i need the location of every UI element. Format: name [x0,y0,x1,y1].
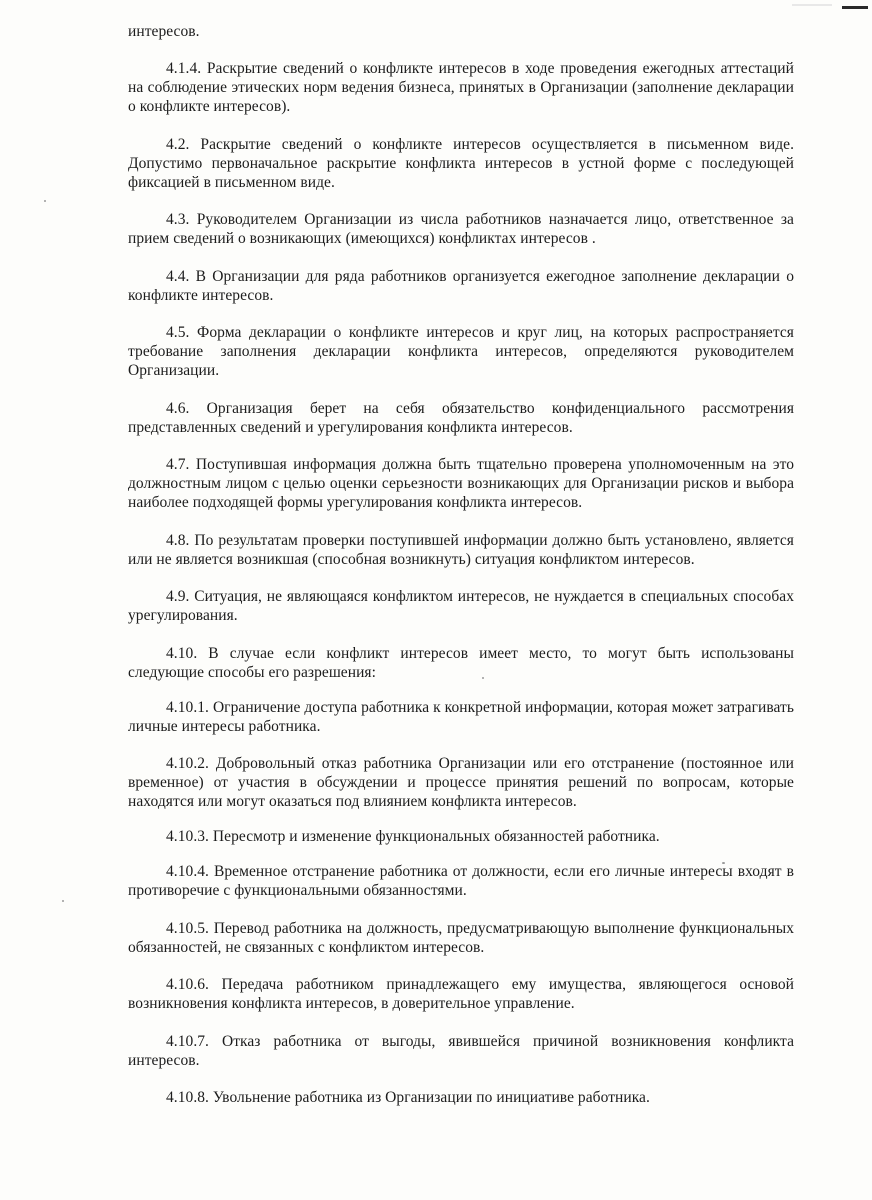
scan-speck [44,200,46,202]
paragraph-4-8: 4.8. По результатам проверки поступившей информации должно быть установлено, является или не является возникшая (способная возникнуть) ситуация конфликтом интересов. [128,531,794,568]
paragraph-4-10-1: 4.10.1. Ограничение доступа работника к конкретной информации, которая может затрагивать личные интересы работника. [128,698,794,735]
paragraph-4-2: 4.2. Раскрытие сведений о конфликте интересов осуществляется в письменном виде. Допустимо первоначальное раскрытие конфликта интересов в устной форме с последующей фиксацией в письменном виде. [128,135,794,191]
paragraph-4-10-5: 4.10.5. Перевод работника на должность, предусматривающую выполнение функциональных обязанностей, не связанных с конфликтом интересов. [128,919,794,956]
paragraph-4-10-6: 4.10.6. Передача работником принадлежащего ему имущества, являющегося основой возникновения конфликта интересов, в доверительное управление. [128,976,794,1012]
paragraph-4-9: 4.9. Ситуация, не являющаяся конфликтом интересов, не нуждается в специальных способах урегулирования. [128,588,794,624]
scan-speck [62,900,64,902]
scan-edge-shadow [792,4,832,6]
paragraph-4-10-2: 4.10.2. Добровольный отказ работника Организации или его отстранение (постоянное или временное) от участия в обсуждении и процессе принятия решений по вопросам, которые находятся или могут оказаться под влиянием конфликта интересов. [128,755,794,810]
paragraph-4-7: 4.7. Поступившая информация должна быть тщательно проверена уполномоченным на это должностным лицом с целью оценки серьезности возникающих для Организации рисков и выбора наиболее подходящей формы урегулирования конфликта интересов. [128,456,794,511]
paragraph-4-10-3: 4.10.3. Пересмотр и изменение функциональных обязанностей работника. [166,828,660,845]
paragraph-4-10: 4.10. В случае если конфликт интересов имеет место, то могут быть использованы следующие способы его разрешения: [128,644,794,681]
paragraph-4-6: 4.6. Организация берет на себя обязательство конфиденциального рассмотрения представленных сведений и урегулирования конфликта интересов. [128,399,794,436]
paragraph-4-10-4: 4.10.4. Временное отстранение работника от должности, если его личные интересы входят в противоречие с функциональными обязанностями. [128,863,794,899]
document-body [128,22,794,1126]
paragraph-4-1-4: 4.1.4. Раскрытие сведений о конфликте интересов в ходе проведения ежегодных аттестаций на соблюдение этических норм ведения бизнеса, принятых в Организации (заполнение декларации о конфликте интересов). [128,60,794,115]
paragraph-4-4: 4.4. В Организации для ряда работников организуется ежегодное заполнение декларации о конфликте интересов. [128,267,794,304]
paragraph-continuation: интересов. [128,23,200,40]
paragraph-4-10-8: 4.10.8. Увольнение работника из Организации по инициативе работника. [166,1089,650,1106]
paragraph-4-10-7: 4.10.7. Отказ работника от выгоды, явившейся причиной возникновения конфликта интересов. [128,1032,794,1069]
paragraph-4-3: 4.3. Руководителем Организации из числа работников назначается лицо, ответственное за прием сведений о возникающих (имеющихся) конфликтах интересов . [128,211,794,247]
scan-edge-mark [842,6,868,9]
paragraph-4-5: 4.5. Форма декларации о конфликте интересов и круг лиц, на которых распространяется требование заполнения декларации конфликта интересов, определяются руководителем Организации. [128,324,794,379]
